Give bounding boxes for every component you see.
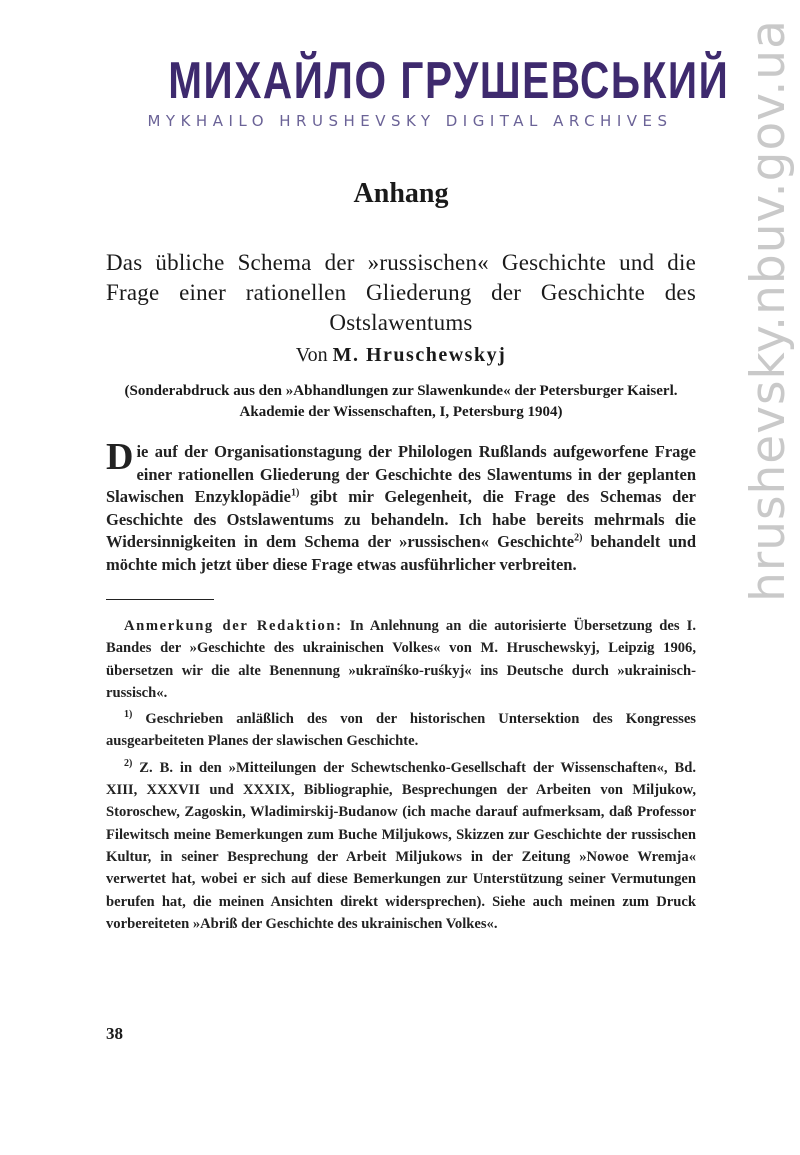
article-title: Das übliche Schema der »russischen« Geschichte und die Frage einer rationellen Gliederung der Geschichte des Ostslawentums bbox=[106, 250, 696, 335]
watermark-text: hrushevsky.nbuv.gov.ua bbox=[740, 18, 796, 602]
side-watermark bbox=[742, 10, 794, 610]
author-name: M. Hruschewskyj bbox=[332, 344, 507, 366]
editor-note-text: In Anlehnung an die autorisierte Übersetzung des I. Bandes der »Geschichte des ukrainischen Volkes« von M. Hruschewskyj, Leipzig 1906, übersetzen wir die alte Benennung »ukraïnśko-ruśkyj« ins Deutsche durch »ukrainisch-russisch«. bbox=[106, 618, 696, 701]
page-content bbox=[106, 178, 696, 939]
footnote-1 bbox=[106, 708, 696, 753]
archive-header bbox=[100, 52, 730, 130]
body-part-3: behandelt und möchte mich jetzt über diese Frage etwas ausführlicher verbreiten. bbox=[106, 532, 696, 574]
editor-note bbox=[106, 615, 696, 704]
footnote-2 bbox=[106, 757, 696, 935]
footnote-1-text: Geschrieben anläßlich des von der historischen Untersektion des Kongresses ausgearbeiteten Planes der slawischen Geschichte. bbox=[106, 711, 696, 750]
editor-note-label: Anmerkung der Redaktion: bbox=[124, 618, 343, 634]
footnote-ref-1: 1) bbox=[290, 487, 300, 499]
footnote-divider bbox=[106, 599, 214, 600]
byline bbox=[106, 344, 696, 367]
source-note: (Sonderabdruck aus den »Abhandlungen zur Slawenkunde« der Petersburger Kaiserl. Akademie der Wissenschaften, I, Petersburg 1904) bbox=[124, 383, 678, 420]
footnotes bbox=[106, 615, 696, 935]
archive-subtitle: MYKHAILO HRUSHEVSKY DIGITAL ARCHIVES bbox=[147, 112, 673, 130]
body-part-1: ie auf der Organisationstagung der Philologen Rußlands aufgeworfene Frage einer rationellen Gliederung der Geschichte des Slawentums in der geplanten Slawischen Enzyklopädie bbox=[106, 442, 696, 506]
footnote-2-text: Z. B. in den »Mitteilungen der Schewtschenko-Gesellschaft der Wissenschaften«, Bd. XIII, XXXVII und XXXIX, Bibliographie, Besprechungen der Arbeiten von Miljukow, Storoschew, Zagoskin, Wladimirskij-Budanow (ich mache darauf aufmerksam, daß Professor Filewitsch meine Bemerkungen zum Buche Miljukows, Skizzen zur Geschichte der russischen Kultur, in seiner Besprechung der Arbeit Miljukows in der Zeitung »Nowoe Wremja« verwertet hat, wobei er sich auf diese Bemerkungen zur Unterstützung seiner Vermutungen berufen hat, die meinen Ansichten direkt widersprechen). Siehe auch meinen zum Druck vorbereiteten »Abriß der Geschichte des ukrainischen Volkes«. bbox=[106, 759, 696, 932]
drop-cap: D bbox=[106, 436, 134, 478]
page-number: 38 bbox=[106, 1024, 123, 1043]
byline-prefix: Von bbox=[295, 344, 328, 366]
footnote-2-marker: 2) bbox=[124, 757, 133, 769]
footnote-1-marker: 1) bbox=[124, 709, 133, 721]
page-heading: Anhang bbox=[353, 178, 449, 209]
archive-title: МИХАЙЛО ГРУШЕВСЬКИЙ bbox=[168, 52, 730, 110]
body-paragraph bbox=[106, 436, 696, 576]
footnote-ref-2: 2) bbox=[574, 532, 583, 544]
body-part-2: gibt mir Gelegenheit, die Frage des Schemas der Geschichte des Ostslawentums zu behandeln. Ich habe bereits mehrmals die Widersinnigkeiten in dem Schema der »russischen« Geschichte bbox=[106, 487, 696, 551]
